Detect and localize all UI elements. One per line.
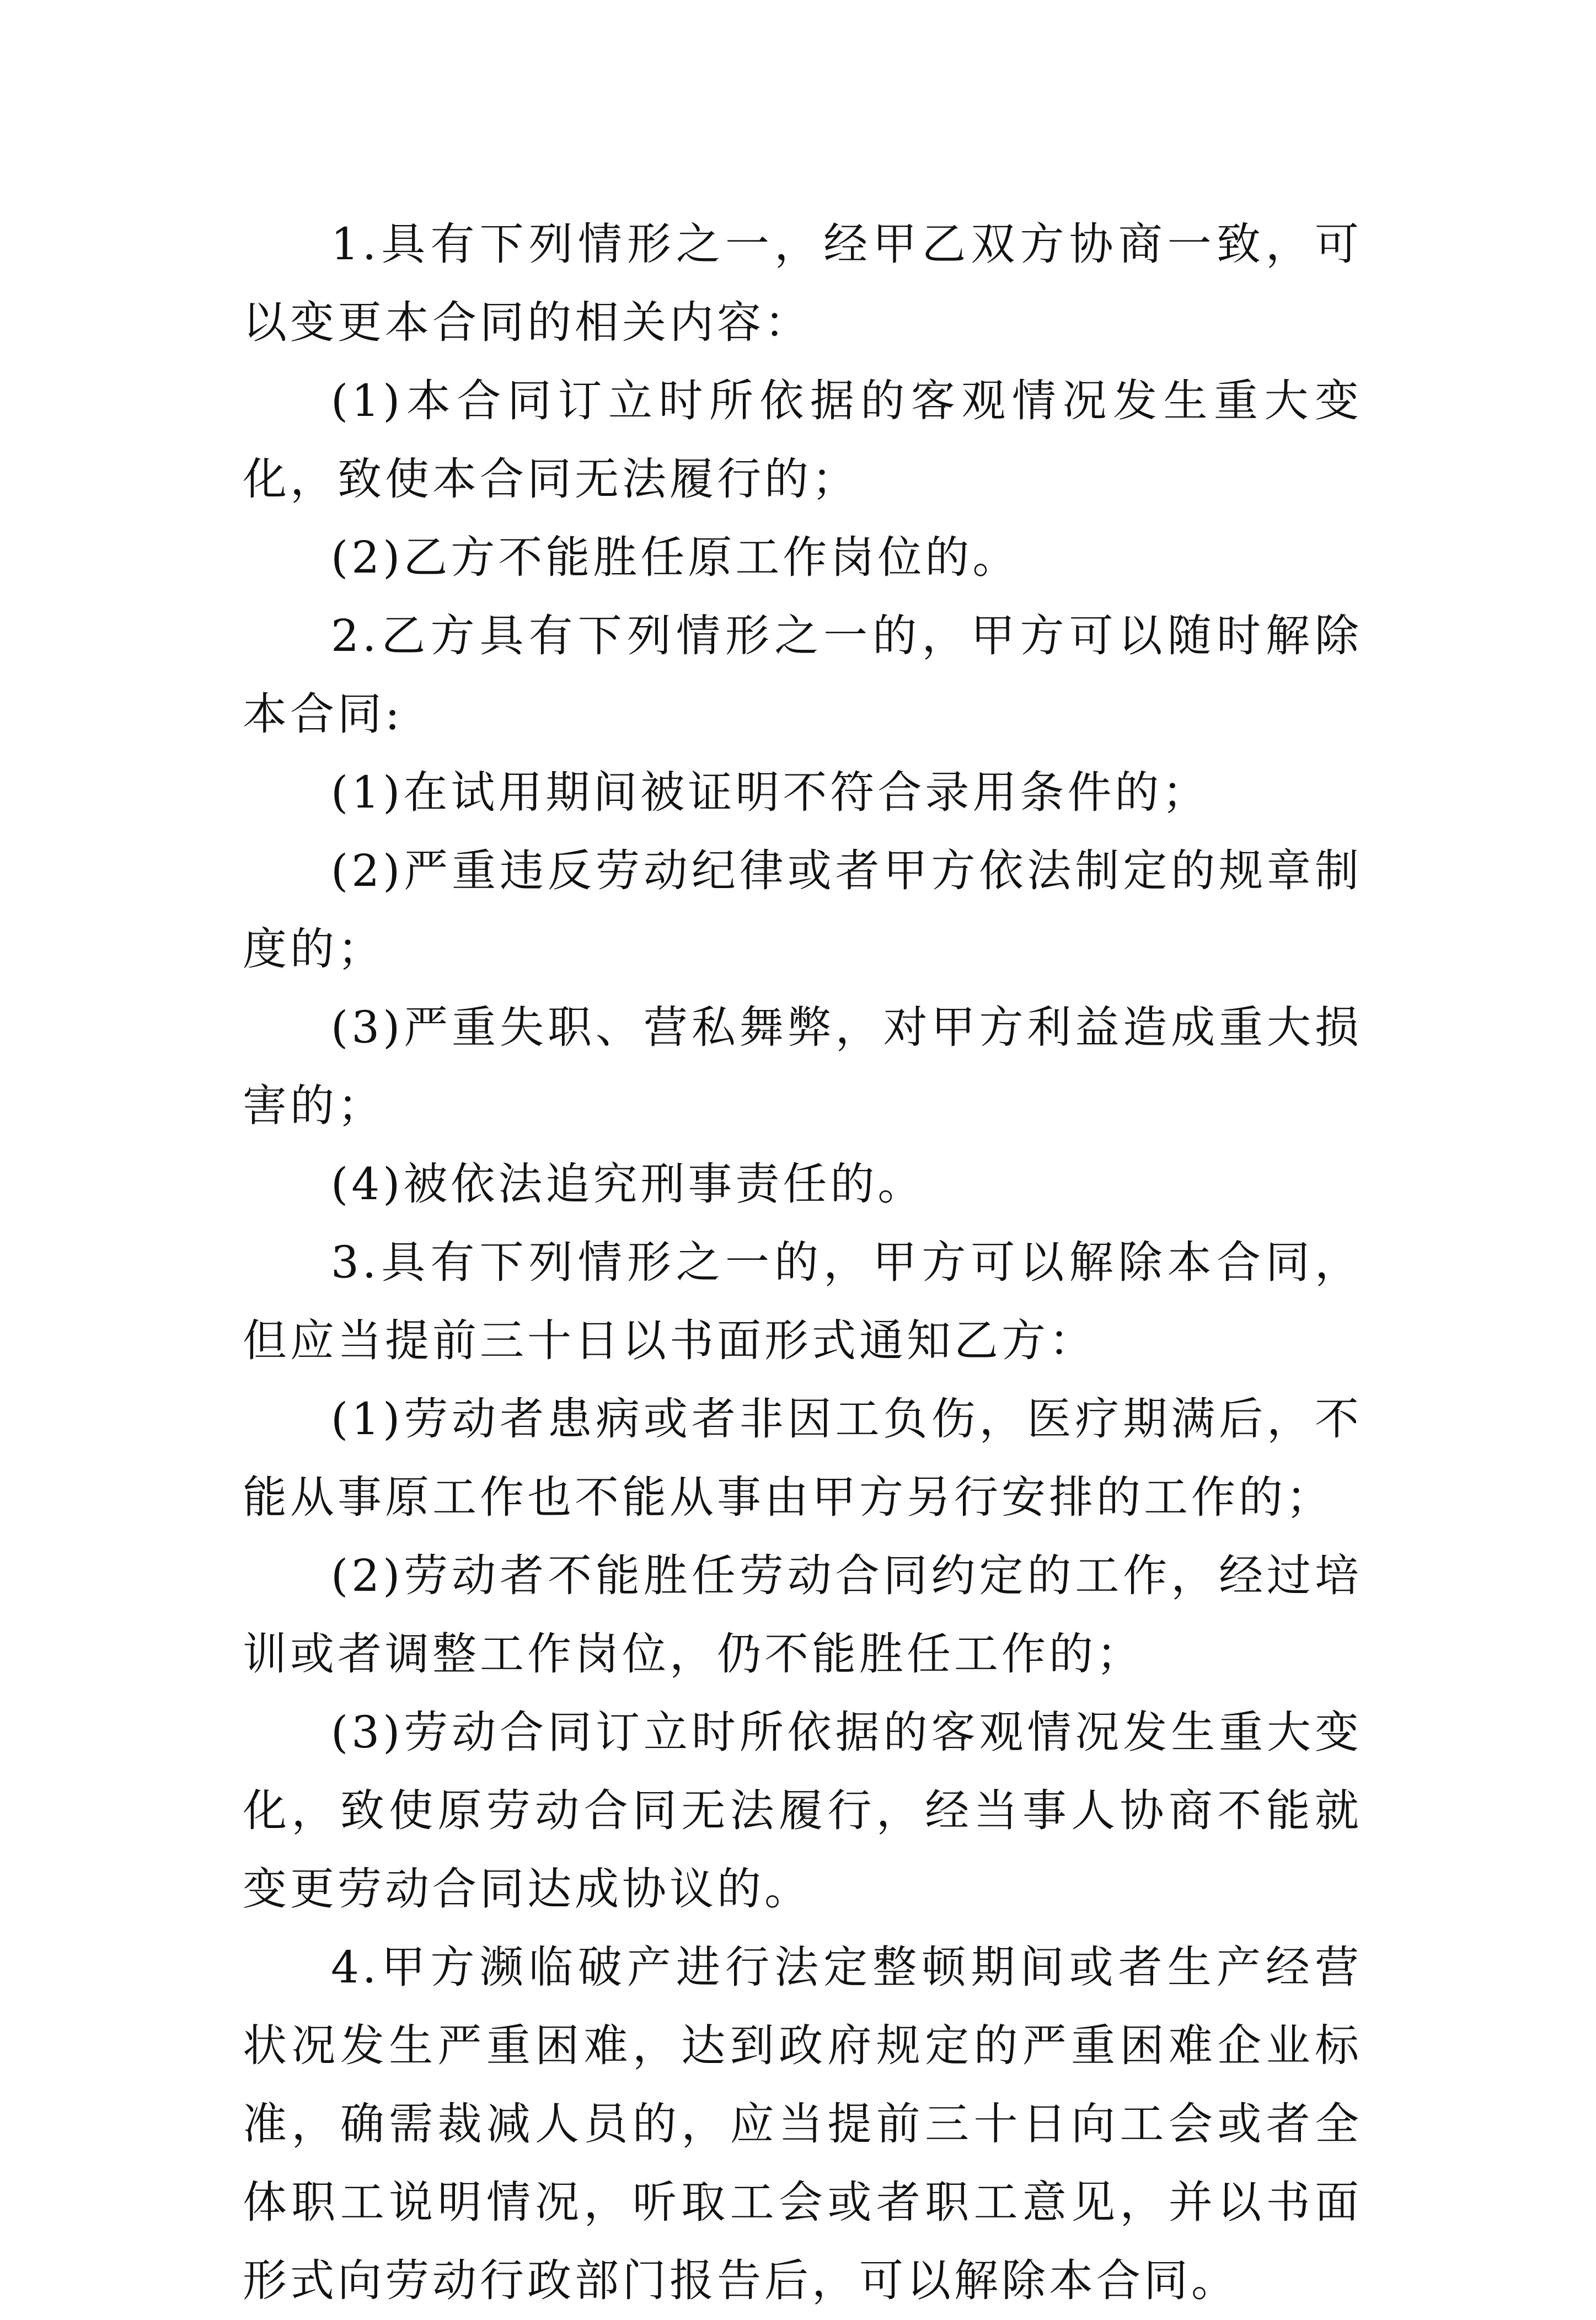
paragraph-clause-1-item-2: (2)乙方不能胜任原工作岗位的。 xyxy=(331,532,1020,583)
paragraph-clause-3-item-3: (3)劳动合同订立时所依据的客观情况发生重大变化，致使原劳动合同无法履行，经当事人协商不能就变更劳动合同达成协议的。 xyxy=(243,1707,1362,1915)
paragraph-clause-2-item-2: (2)严重违反劳动纪律或者甲方依法制定的规章制度的； xyxy=(243,845,1362,975)
document-body xyxy=(243,205,1362,2320)
paragraph-clause-2-item-4: (4)被依法追究刑事责任的。 xyxy=(331,1158,925,1210)
paragraph-clause-4: 4.甲方濒临破产进行法定整顿期间或者生产经营状况发生严重困难，达到政府规定的严重困难企业标准，确需裁减人员的，应当提前三十日向工会或者全体职工说明情况，听取工会或者职工意见，并以书面形式向劳动行政部门报告后，可以解除本合同。 xyxy=(243,1942,1362,2306)
paragraph-clause-1-item-1: (1)本合同订立时所依据的客观情况发生重大变化，致使本合同无法履行的； xyxy=(243,375,1362,505)
paragraph-clause-1: 1.具有下列情形之一，经甲乙双方协商一致，可以变更本合同的相关内容： xyxy=(243,218,1362,348)
paragraph-clause-2: 2.乙方具有下列情形之一的，甲方可以随时解除本合同: xyxy=(243,610,1362,740)
paragraph-clause-3: 3.具有下列情形之一的，甲方可以解除本合同，但应当提前三十日以书面形式通知乙方： xyxy=(243,1237,1362,1366)
paragraph-clause-2-item-3: (3)严重失职、营私舞弊，对甲方利益造成重大损害的； xyxy=(243,1002,1362,1131)
paragraph-clause-3-item-1: (1)劳动者患病或者非因工负伤，医疗期满后，不能从事原工作也不能从事由甲方另行安排的工作的； xyxy=(243,1393,1362,1523)
paragraph-clause-3-item-2: (2)劳动者不能胜任劳动合同约定的工作，经过培训或者调整工作岗位，仍不能胜任工作的； xyxy=(243,1550,1362,1680)
paragraph-clause-2-item-1: (1)在试用期间被证明不符合录用条件的； xyxy=(331,767,1210,818)
